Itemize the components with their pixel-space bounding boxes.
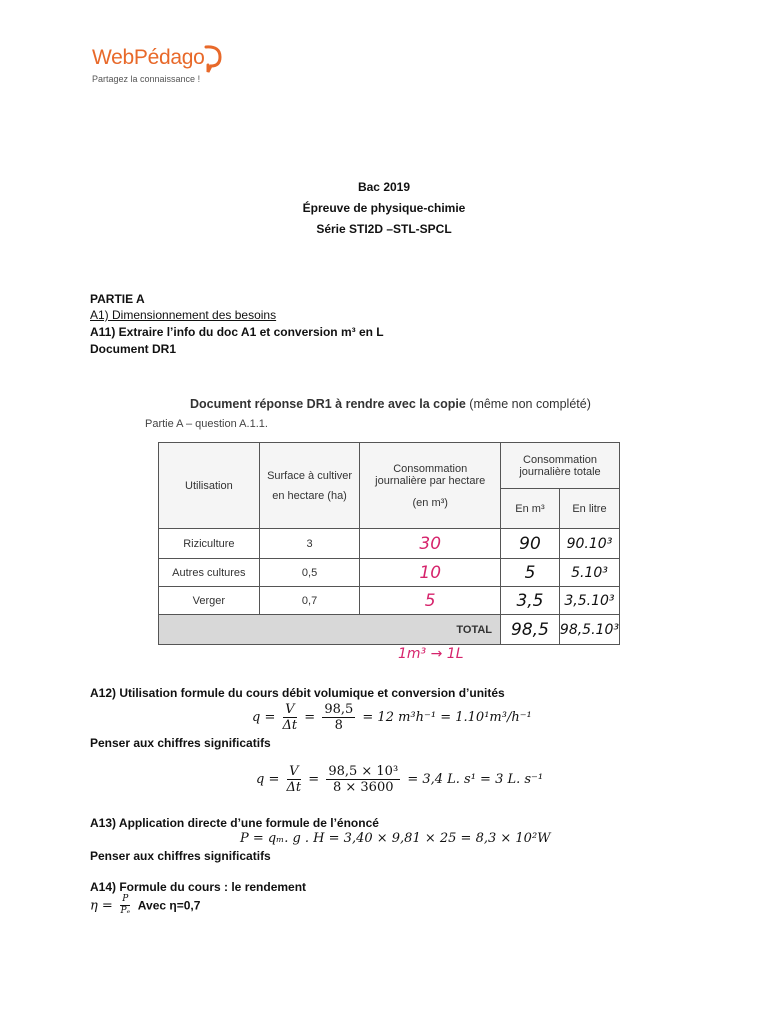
f4-avec: Avec η=0,7 xyxy=(137,898,201,913)
total-label: TOTAL xyxy=(159,615,501,645)
a13-heading: A13) Application directe d’une formule de l’énoncé xyxy=(90,816,379,830)
row-surface: 0,5 xyxy=(259,559,360,587)
table-row xyxy=(159,587,620,615)
formula-debit-1 xyxy=(252,702,532,733)
row-surface: 3 xyxy=(259,529,360,559)
f2-frac-v-dt xyxy=(287,764,302,795)
row-conso-m3: 90 xyxy=(501,529,560,559)
col-header-conso-ha xyxy=(360,443,501,529)
f1-frac1-den: Δt xyxy=(282,718,298,733)
col-header-surface xyxy=(259,443,360,529)
row-utilisation: Autres cultures xyxy=(159,559,260,587)
f1-frac1-num: V xyxy=(283,702,298,718)
f1-rhs: = 12 m³h⁻¹ = 1.10¹m³/h⁻¹ xyxy=(362,710,532,725)
f1-eq: = xyxy=(304,710,316,725)
speech-bubble-icon xyxy=(202,44,224,74)
dr1-title-note: (même non complété) xyxy=(469,397,591,411)
total-row xyxy=(159,615,620,645)
exam-year: Bac 2019 xyxy=(357,180,411,194)
document-reference: Document DR1 xyxy=(90,342,177,356)
f2-eq: = xyxy=(308,772,320,787)
total-litre: 98,5.10³ xyxy=(559,615,619,645)
f2-frac2-num: 98,5 × 10³ xyxy=(328,764,399,779)
a12-heading: A12) Utilisation formule du cours débit volumique et conversion d’unités xyxy=(90,686,505,700)
conso-tot-header-line1: Consommation xyxy=(523,453,597,466)
row-conso-m3: 3,5 xyxy=(501,587,560,615)
a14-heading: A14) Formule du cours : le rendement xyxy=(90,880,307,894)
col-header-conso-totale xyxy=(501,443,620,489)
note-chiffres-significatifs-1: Penser aux chiffres significatifs xyxy=(90,736,271,750)
row-conso-litre: 3,5.10³ xyxy=(559,587,619,615)
row-utilisation: Riziculture xyxy=(159,529,260,559)
dr1-title xyxy=(190,397,591,411)
dr1-table xyxy=(158,442,620,645)
webpedago-logo xyxy=(92,44,222,94)
col-header-utilisation: Utilisation xyxy=(159,443,260,529)
handwritten-annotation: 1m³ → 1L xyxy=(398,646,464,662)
f2-lhs: q = xyxy=(256,772,280,787)
col-header-en-m3: En m³ xyxy=(501,489,560,529)
f2-frac1-num: V xyxy=(287,764,302,780)
f4-num: P xyxy=(122,894,129,904)
f2-frac2-den: 8 × 3600 xyxy=(332,780,394,795)
f2-frac1-den: Δt xyxy=(286,780,302,795)
a1-heading: A1) Dimensionnement des besoins xyxy=(90,308,277,322)
f2-frac-values xyxy=(326,764,400,795)
f1-frac-v-dt xyxy=(283,702,298,733)
a11-heading: A11) Extraire l’info du doc A1 et conversion m³ en L xyxy=(90,325,384,339)
conso-ha-header-line3: (en m³) xyxy=(412,496,448,509)
row-conso-litre: 90.10³ xyxy=(559,529,619,559)
conso-ha-header-line1: Consommation xyxy=(393,462,468,475)
surface-header-line1: Surface à cultiver xyxy=(267,469,353,482)
surface-header-line2: en hectare (ha) xyxy=(272,489,347,502)
table-row xyxy=(159,559,620,587)
logo-tagline: Partagez la connaissance ! xyxy=(92,74,201,84)
f1-frac2-den: 8 xyxy=(334,718,343,733)
f1-frac-values xyxy=(322,702,355,733)
logo-brand: WebPédago xyxy=(92,46,205,69)
dr1-title-main: Document réponse DR1 à rendre avec la copie xyxy=(190,397,466,411)
exam-series: Série STI2D –STL-SPCL xyxy=(316,222,452,236)
f1-frac2-num: 98,5 xyxy=(324,702,354,717)
formula-debit-2 xyxy=(256,764,543,795)
formula-rendement xyxy=(90,894,200,917)
row-conso-ha: 30 xyxy=(360,529,501,559)
row-surface: 0,7 xyxy=(259,587,360,615)
conso-tot-header-line2: journalière totale xyxy=(519,465,601,478)
row-conso-ha: 10 xyxy=(360,559,501,587)
f4-lhs: η = xyxy=(90,898,113,914)
partie-heading: PARTIE A xyxy=(90,292,145,306)
row-conso-litre: 5.10³ xyxy=(559,559,619,587)
f4-frac xyxy=(120,894,130,917)
total-m3: 98,5 xyxy=(501,615,560,645)
note-chiffres-significatifs-2: Penser aux chiffres significatifs xyxy=(90,849,271,863)
dr1-subtitle: Partie A – question A.1.1. xyxy=(145,418,268,430)
exam-subject: Épreuve de physique-chimie xyxy=(302,201,466,215)
row-conso-ha: 5 xyxy=(360,587,501,615)
formula-puissance: P = qₘ. g . H = 3,40 × 9,81 × 25 = 8,3 × 10²W xyxy=(240,831,551,846)
document-dr1-scan xyxy=(140,390,620,680)
f4-den: Pₑ xyxy=(120,906,131,916)
row-conso-m3: 5 xyxy=(501,559,560,587)
f2-rhs: = 3,4 L. s¹ = 3 L. s⁻¹ xyxy=(407,772,544,787)
col-header-en-litre: En litre xyxy=(559,489,619,529)
f1-lhs: q = xyxy=(252,710,276,725)
conso-ha-header-line2: journalière par hectare xyxy=(375,474,486,487)
table-row xyxy=(159,529,620,559)
row-utilisation: Verger xyxy=(159,587,260,615)
